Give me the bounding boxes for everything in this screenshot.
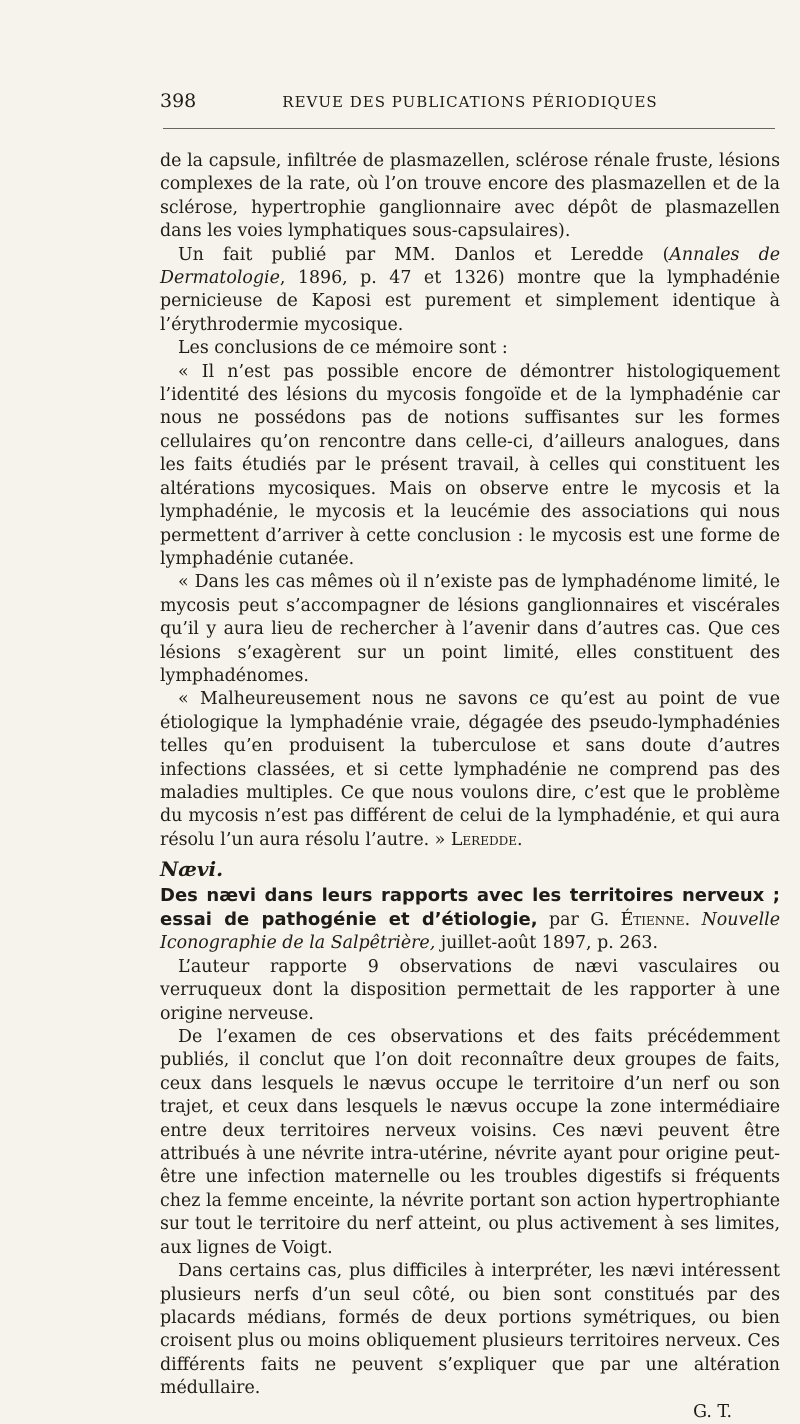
paragraph-1: de la capsule, infiltrée de plasmazellen, sclérose rénale fruste, lésions complexes de la rate, où l’on trouve encore des plasmazellen et de la sclérose, hypertrophie ganglionnaire avec dépôt de plasmazellen dans les voies lymphatiques sous-capsulaires). [160, 151, 780, 242]
page-number: 398 [160, 90, 197, 112]
article-author: Étienne. [620, 910, 691, 930]
paragraph-2-end: , 1896, p. 47 et 1326) montre que la lymphadénie pernicieuse de Kaposi est purement et simplement identique à l’érythrodermie mycosique. [160, 268, 780, 335]
section-heading: Nævi. [160, 857, 224, 882]
running-title: REVUE DES PUBLICATIONS PÉRIODIQUES [282, 93, 658, 111]
page-header [160, 90, 780, 122]
paragraph-5: « Dans les cas mêmes où il n’existe pas de lymphadénome limité, le mycosis peut s’accompagner de lésions ganglionnaires et viscérales qu’il y aura lieu de rechercher à l’avenir dans d’autres cas. Que ces lésions s’exagèrent sur un point limité, elles constituent des lymphadénomes. [160, 572, 780, 686]
journal-title: Annales de Dermatologie [160, 244, 781, 289]
paragraph-6 [160, 688, 780, 852]
paragraph-2-start: Un fait publié par MM. Danlos et Leredde ( [178, 244, 670, 265]
paragraph-9: Dans certains cas, plus difficiles à interpréter, les nævi intéressent plusieurs nerfs d’un seul côté, ou bien sont constitués par des placards médians, formés de deux portions symétriques, ou bien croisent plus ou moins obliquement plusieurs territoires nerveux. Ces différents faits ne peuvent s’expliquer que par une altération médullaire. [160, 1261, 780, 1399]
article-by: par G. [537, 910, 621, 930]
article-date: juillet-août 1897, p. 263. [435, 933, 658, 954]
header-rule [163, 128, 775, 129]
paragraph-2 [160, 244, 780, 338]
author-signature: Leredde. [450, 829, 523, 850]
paragraph-7: L’auteur rapporte 9 observations de nævi vasculaires ou verruqueux dont la disposition permettait de les rapporter à une origine nerveuse. [160, 956, 780, 1024]
article-journal: Nouvelle Iconographie de la Salpêtrière, [160, 910, 781, 954]
paragraph-6-text: « Malheureusement nous ne savons ce qu’est au point de vue étiologique la lymphadénie vraie, dégagée des pseudo-lymphadénies telles qu’en produisent la tuberculose et sans doute d’autres infections classées, et si cette lymphadénie ne comprend pas des maladies multiples. Ce que nous voulons dire, c’est que le problème du mycosis n’est pas différent de celui de la lymphadénie, et qui aura résolu l’un aura résolu l’autre. » [160, 689, 780, 850]
article-citation [160, 884, 780, 956]
paragraph-3: Les conclusions de ce mémoire sont : [178, 338, 508, 359]
closing-signature: G. T. [693, 1401, 732, 1422]
article-title: Des nævi dans leurs rapports avec les territoires nerveux ; essai de pathogénie et d’étiologie, [160, 884, 780, 930]
paragraph-8: De l’examen de ces observations et des faits précédemment publiés, il conclut que l’on doit reconnaître deux groupes de faits, ceux dans lesquels le nævus occupe le territoire d’un nerf ou son trajet, et ceux dans lesquels le nævus occupe la zone intermédiaire entre deux territoires nerveux voisins. Ces nævi peuvent être attribués à une névrite intra-utérine, névrite ayant pour origine peut-être une infection maternelle ou les troubles digestifs si fréquents chez la femme enceinte, la névrite portant son action hypertrophiante sur tout le territoire du nerf atteint, ou plus activement à ses limites, aux lignes de Voigt. [160, 1027, 780, 1258]
paragraph-4: « Il n’est pas possible encore de démontrer histologiquement l’identité des lésions du mycosis fongoïde et de la lymphadénie car nous ne possédons pas de notions suffisantes sur les formes cellulaires qu’on rencontre dans celle-ci, d’ailleurs analogues, dans les faits étudiés par le présent travail, à celles qui constituent les altérations mycosiques. Mais on observe entre le mycosis et la lymphadénie, le mycosis et la leucémie des associations qui nous permettent d’arriver à cette conclusion : le mycosis est une forme de lymphadénie cutanée. [160, 361, 780, 569]
text-body [160, 150, 780, 1424]
